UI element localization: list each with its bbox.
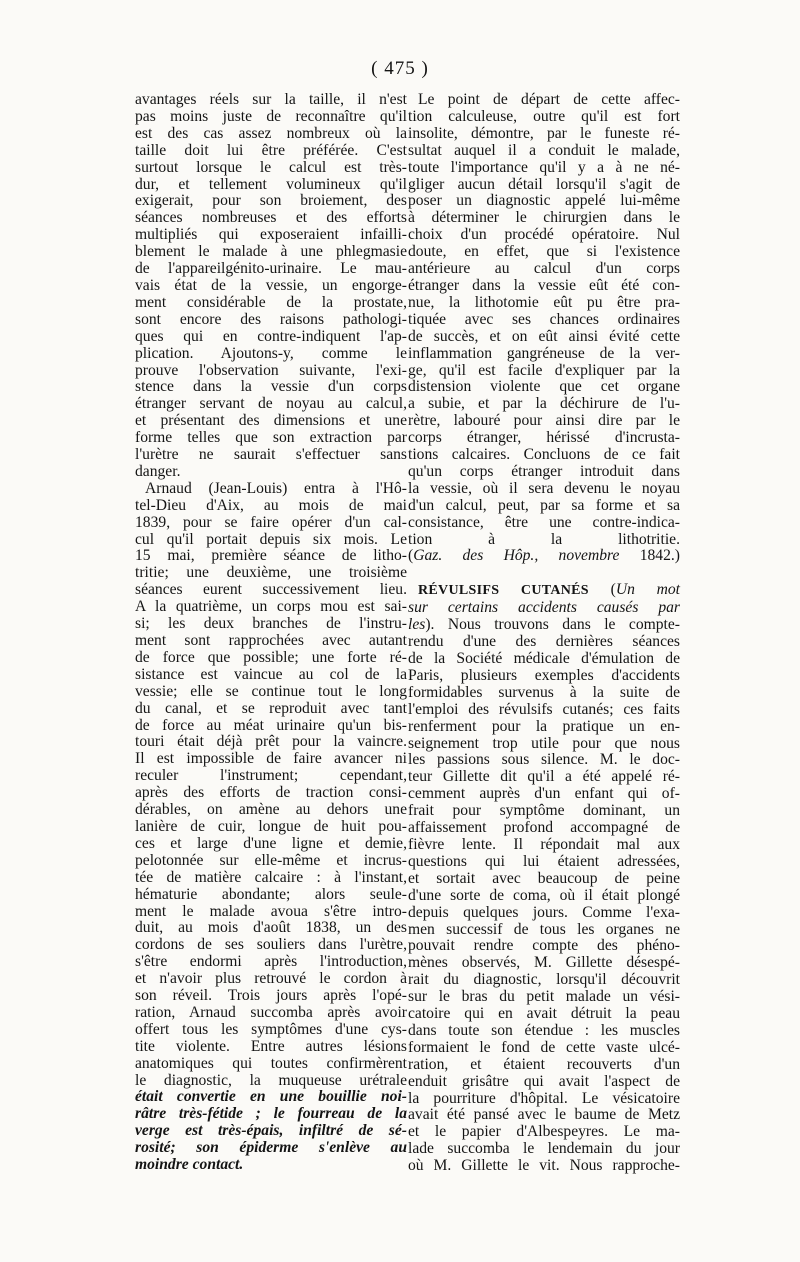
text-line: vais état de la vessie, un engorge- [135, 276, 407, 294]
text-line: ques qui en contre-indiquent l'ap- [135, 327, 407, 345]
text-line: distension violente que cet organe [408, 378, 680, 396]
text-line: cordons de ses souliers dans l'urètre, [135, 936, 407, 954]
text-line: cul qu'il portait depuis six mois. Le [135, 530, 407, 548]
section-heading: RÉVULSIFS CUTANÉS [418, 583, 589, 599]
text-line: danger. [135, 462, 181, 480]
text-line: séances nombreuses et des efforts [135, 209, 407, 227]
text-line: antérieure au calcul d'un corps [408, 260, 680, 278]
text-line: pelotonnée sur elle-même et incrus- [135, 851, 407, 869]
text-line: choix d'un procédé opératoire. Nul [408, 226, 680, 244]
citation-month: novembre [558, 547, 620, 565]
text-line: teur Gillette dit qu'il a été appelé ré- [408, 768, 680, 786]
text-line: tite violente. Entre autres lésions [135, 1037, 407, 1055]
text-line: formidables survenus à la suite de [408, 683, 680, 701]
text-line: qu'un corps étranger introduit dans [408, 462, 680, 480]
text-line: verge est très-épais, infiltré de sé- [135, 1122, 407, 1140]
text-line: et présentant des dimensions et une [135, 412, 407, 430]
text-line: surtout lorsque le calcul est très- [135, 158, 407, 176]
text-line: offert tous les symptômes d'une cys- [135, 1020, 407, 1038]
text-line: sont encore des raisons pathologi- [135, 310, 407, 328]
section-lead-line: les). Nous trouvons dans le compte- [408, 616, 680, 634]
text-line: dur, et tellement volumineux qu'il [135, 175, 407, 193]
text-line: étranger dans la vessie eût été con- [408, 276, 680, 294]
text-line: tion à la lithotritie. [408, 530, 680, 548]
text-line: plication. Ajoutons-y, comme le [135, 344, 407, 362]
text-line: vessie; elle se continue tout le long [135, 682, 407, 700]
text-line: tritie; une deuxième, une troisième [135, 564, 407, 582]
text-line: rait du diagnostic, lorsqu'il découvrit [408, 971, 680, 989]
text-line: tions calcaires. Concluons de ce fait [408, 446, 680, 464]
text-line: lade succomba le lendemain du jour [408, 1140, 680, 1158]
text-line: enduit grisâtre qui avait l'aspect de [408, 1072, 680, 1090]
text-line: de force au méat urinaire qu'un bis- [135, 716, 407, 734]
citation-year: 1842.) [639, 547, 680, 565]
text-line: Il est impossible de faire avancer ni [135, 750, 407, 768]
text-line: forme telles que son extraction par [135, 429, 407, 447]
section-heading-line: RÉVULSIFS CUTANÉS (Un mot [418, 581, 681, 599]
text-line: reculer l'instrument; cependant, [135, 767, 407, 785]
text-line: de la Société médicale d'émulation de [408, 650, 680, 667]
text-line: toute l'importance qu'il y a à ne né- [408, 158, 680, 176]
citation-line [408, 548, 680, 565]
text-line: prouve l'observation suivante, l'exi- [135, 361, 407, 379]
text-line: avait été pansé avec le baume de Metz [408, 1106, 680, 1124]
text-line: consistance, être une contre-indica- [408, 513, 680, 531]
section-subtitle-2: sur certains accidents causés par [408, 599, 680, 617]
text-line: ration, et étaient recouverts d'un [408, 1055, 680, 1073]
text-line: seignement trop utile pour que nous [408, 734, 680, 752]
text-line: était convertie en une bouillie noi- [135, 1088, 407, 1106]
text-line: hématurie abondante; alors seule- [135, 885, 407, 903]
text-line: avantages réels sur la taille, il n'est [135, 91, 407, 108]
text-line: moindre contact. [135, 1156, 244, 1174]
text-line: l'urètre ne saurait s'effectuer sans [135, 446, 407, 464]
text-line: Arnaud (Jean-Louis) entra à l'Hô- [145, 479, 407, 497]
text-line: ment sont rapprochées avec autant [135, 632, 407, 649]
text-line: s'être endormi après l'introduction, [135, 953, 407, 971]
text-line: 1839, pour se faire opérer d'un cal- [135, 513, 407, 531]
text-line: lanière de cuir, longue de huit pou- [135, 817, 407, 835]
text-line: dérables, on amène au dehors une [135, 801, 407, 819]
text-line: l'emploi des révulsifs cutanés; ces faits [408, 700, 680, 718]
text-line: son réveil. Trois jours après l'opé- [135, 987, 407, 1005]
text-line: tée de matière calcaire : à l'instant, [135, 868, 407, 886]
text-line: d'un calcul, peut, par sa forme et sa [408, 496, 680, 514]
text-line: ration, Arnaud succomba après avoir [135, 1003, 407, 1021]
text-line: pouvait rendre compte des phéno- [408, 937, 680, 955]
text-line: Le point de départ de cette affec- [418, 91, 680, 108]
text-line: inflammation gangréneuse de la ver- [408, 344, 680, 362]
text-line: de force que possible; une forte ré- [135, 648, 407, 666]
text-line: et sortait avec beaucoup de peine [408, 869, 680, 887]
text-line: et n'avoir plus retrouvé le cordon à [135, 970, 407, 988]
text-line: étranger servant de noyau au calcul, [135, 395, 407, 413]
text-line: taille doit lui être préférée. C'est [135, 141, 407, 159]
text-line: nue, la lithotomie eût pu être pra- [408, 293, 680, 311]
text-line: de l'appareilgénito-urinaire. Le mau- [135, 260, 407, 278]
text-line: gliger aucun détail lorsqu'il s'agit de [408, 175, 680, 193]
text-line: de succès, et on eût ainsi évité cette [408, 327, 680, 345]
text-line: renferment pour la pratique un en- [408, 717, 680, 735]
text-line: ment le malade avoua s'être intro- [135, 902, 407, 920]
citation-open: ( [408, 547, 414, 565]
text-line: sur le bras du petit malade un vési- [408, 988, 680, 1006]
page-number: ( 475 ) [371, 58, 429, 79]
text-line: est des cas assez nombreux où la [135, 124, 407, 142]
text-line: Paris, plusieurs exemples d'accidents [408, 666, 680, 684]
text-line: tel-Dieu d'Aix, au mois de mai [135, 496, 407, 514]
text-line: duit, au mois d'août 1838, un des [135, 919, 407, 937]
text-line: cemment auprès d'un enfant qui of- [408, 785, 680, 803]
text-line: les passions sous silence. M. le doc- [408, 751, 680, 769]
text-line: où M. Gillette le vit. Nous rapproche- [408, 1157, 680, 1175]
text-line: tiquée avec ses chances ordinaires [408, 310, 680, 328]
text-line: sistance est vaincue au col de la [135, 665, 407, 683]
paragraph-revulsifs [408, 634, 680, 1175]
text-line: catoire qui en avait détruit la peau [408, 1005, 680, 1023]
text-line: rètre, labouré pour ainsi dire par le [408, 412, 680, 430]
right-column [408, 92, 680, 1175]
left-column [135, 92, 407, 1174]
text-line: mènes observés, M. Gillette désespé- [408, 954, 680, 972]
text-line: doute, en effet, que si l'existence [408, 243, 680, 261]
text-line: rosité; son épiderme s'enlève au [135, 1139, 407, 1157]
paragraph-calculus-conclusion [408, 92, 680, 548]
text-line: a subie, et par la déchirure de l'u- [408, 395, 680, 413]
text-line: multipliés qui exposeraient infailli- [135, 226, 407, 244]
text-line: insolite, démontre, par le funeste ré- [408, 124, 680, 142]
text-line: corps étranger, hérissé d'incrusta- [408, 429, 680, 447]
text-line: d'une sorte de coma, où il était plongé [408, 886, 680, 904]
section-lead-text: Nous trouvons dans le compte- [447, 616, 680, 634]
text-line: ment considérable de la prostate, [135, 293, 407, 311]
text-line: rendu d'une des dernières séances [408, 633, 680, 651]
text-line: anatomiques qui toutes confirmèrent [135, 1054, 407, 1072]
text-line: formaient le fond de cette vaste ulcé- [408, 1038, 680, 1056]
text-line: fièvre lente. Il répondait mal aux [408, 835, 680, 853]
citation-source: Gaz. des Hôp., [413, 547, 539, 565]
text-line: depuis quelques jours. Comme l'exa- [408, 903, 680, 921]
text-line: affaissement profond accompagné de [408, 819, 680, 837]
text-line: touri était déjà prêt pour la vaincre. [135, 733, 407, 751]
text-line: poser un diagnostic appelé lui-même [408, 192, 680, 210]
text-line: tion calculeuse, outre qu'il est fort [408, 107, 680, 125]
text-line: après des efforts de traction consi- [135, 784, 407, 802]
text-line: A la quatrième, un corps mou est sai- [135, 598, 407, 616]
text-line: sultat auquel il a conduit le malade, [408, 141, 680, 159]
text-line: dans toute son étendue : les muscles [408, 1021, 680, 1039]
text-line: ces et large d'une ligne et demie, [135, 834, 407, 852]
text-line: la pourriture d'hôpital. Le vésicatoire [408, 1089, 680, 1107]
text-line: questions qui lui étaient adressées, [408, 852, 680, 870]
section-subtitle-1: Un mot [615, 581, 681, 599]
text-line: men successif de tous les organes ne [408, 920, 680, 938]
text-line: si; les deux branches de l'instru- [135, 615, 407, 633]
text-line: stence dans la vessie d'un corps [135, 378, 407, 396]
text-line: et le papier d'Albespeyres. Le ma- [408, 1123, 680, 1141]
text-line: le diagnostic, la muqueuse urétrale [135, 1071, 407, 1089]
text-line: pas moins juste de reconnaître qu'il [135, 107, 407, 125]
text-line: séances eurent successivement lieu. [135, 581, 407, 599]
text-line: râtre très-fétide ; le fourreau de la [135, 1105, 407, 1123]
section-subtitle-3: les [408, 616, 426, 634]
text-line: 15 mai, première séance de litho- [135, 547, 407, 565]
text-line: exigerait, pour son broiement, des [135, 192, 407, 210]
text-line: blement le malade à une phlegmasie [135, 243, 407, 261]
text-line: du canal, et se reproduit avec tant [135, 699, 407, 717]
text-line: frait pour symptôme dominant, un [408, 802, 680, 820]
text-line: à déterminer le chirurgien dans le [408, 209, 680, 227]
text-line: la vessie, où il sera devenu le noyau [408, 479, 680, 497]
text-line: ge, qu'il est facile d'expliquer par la [408, 361, 680, 379]
